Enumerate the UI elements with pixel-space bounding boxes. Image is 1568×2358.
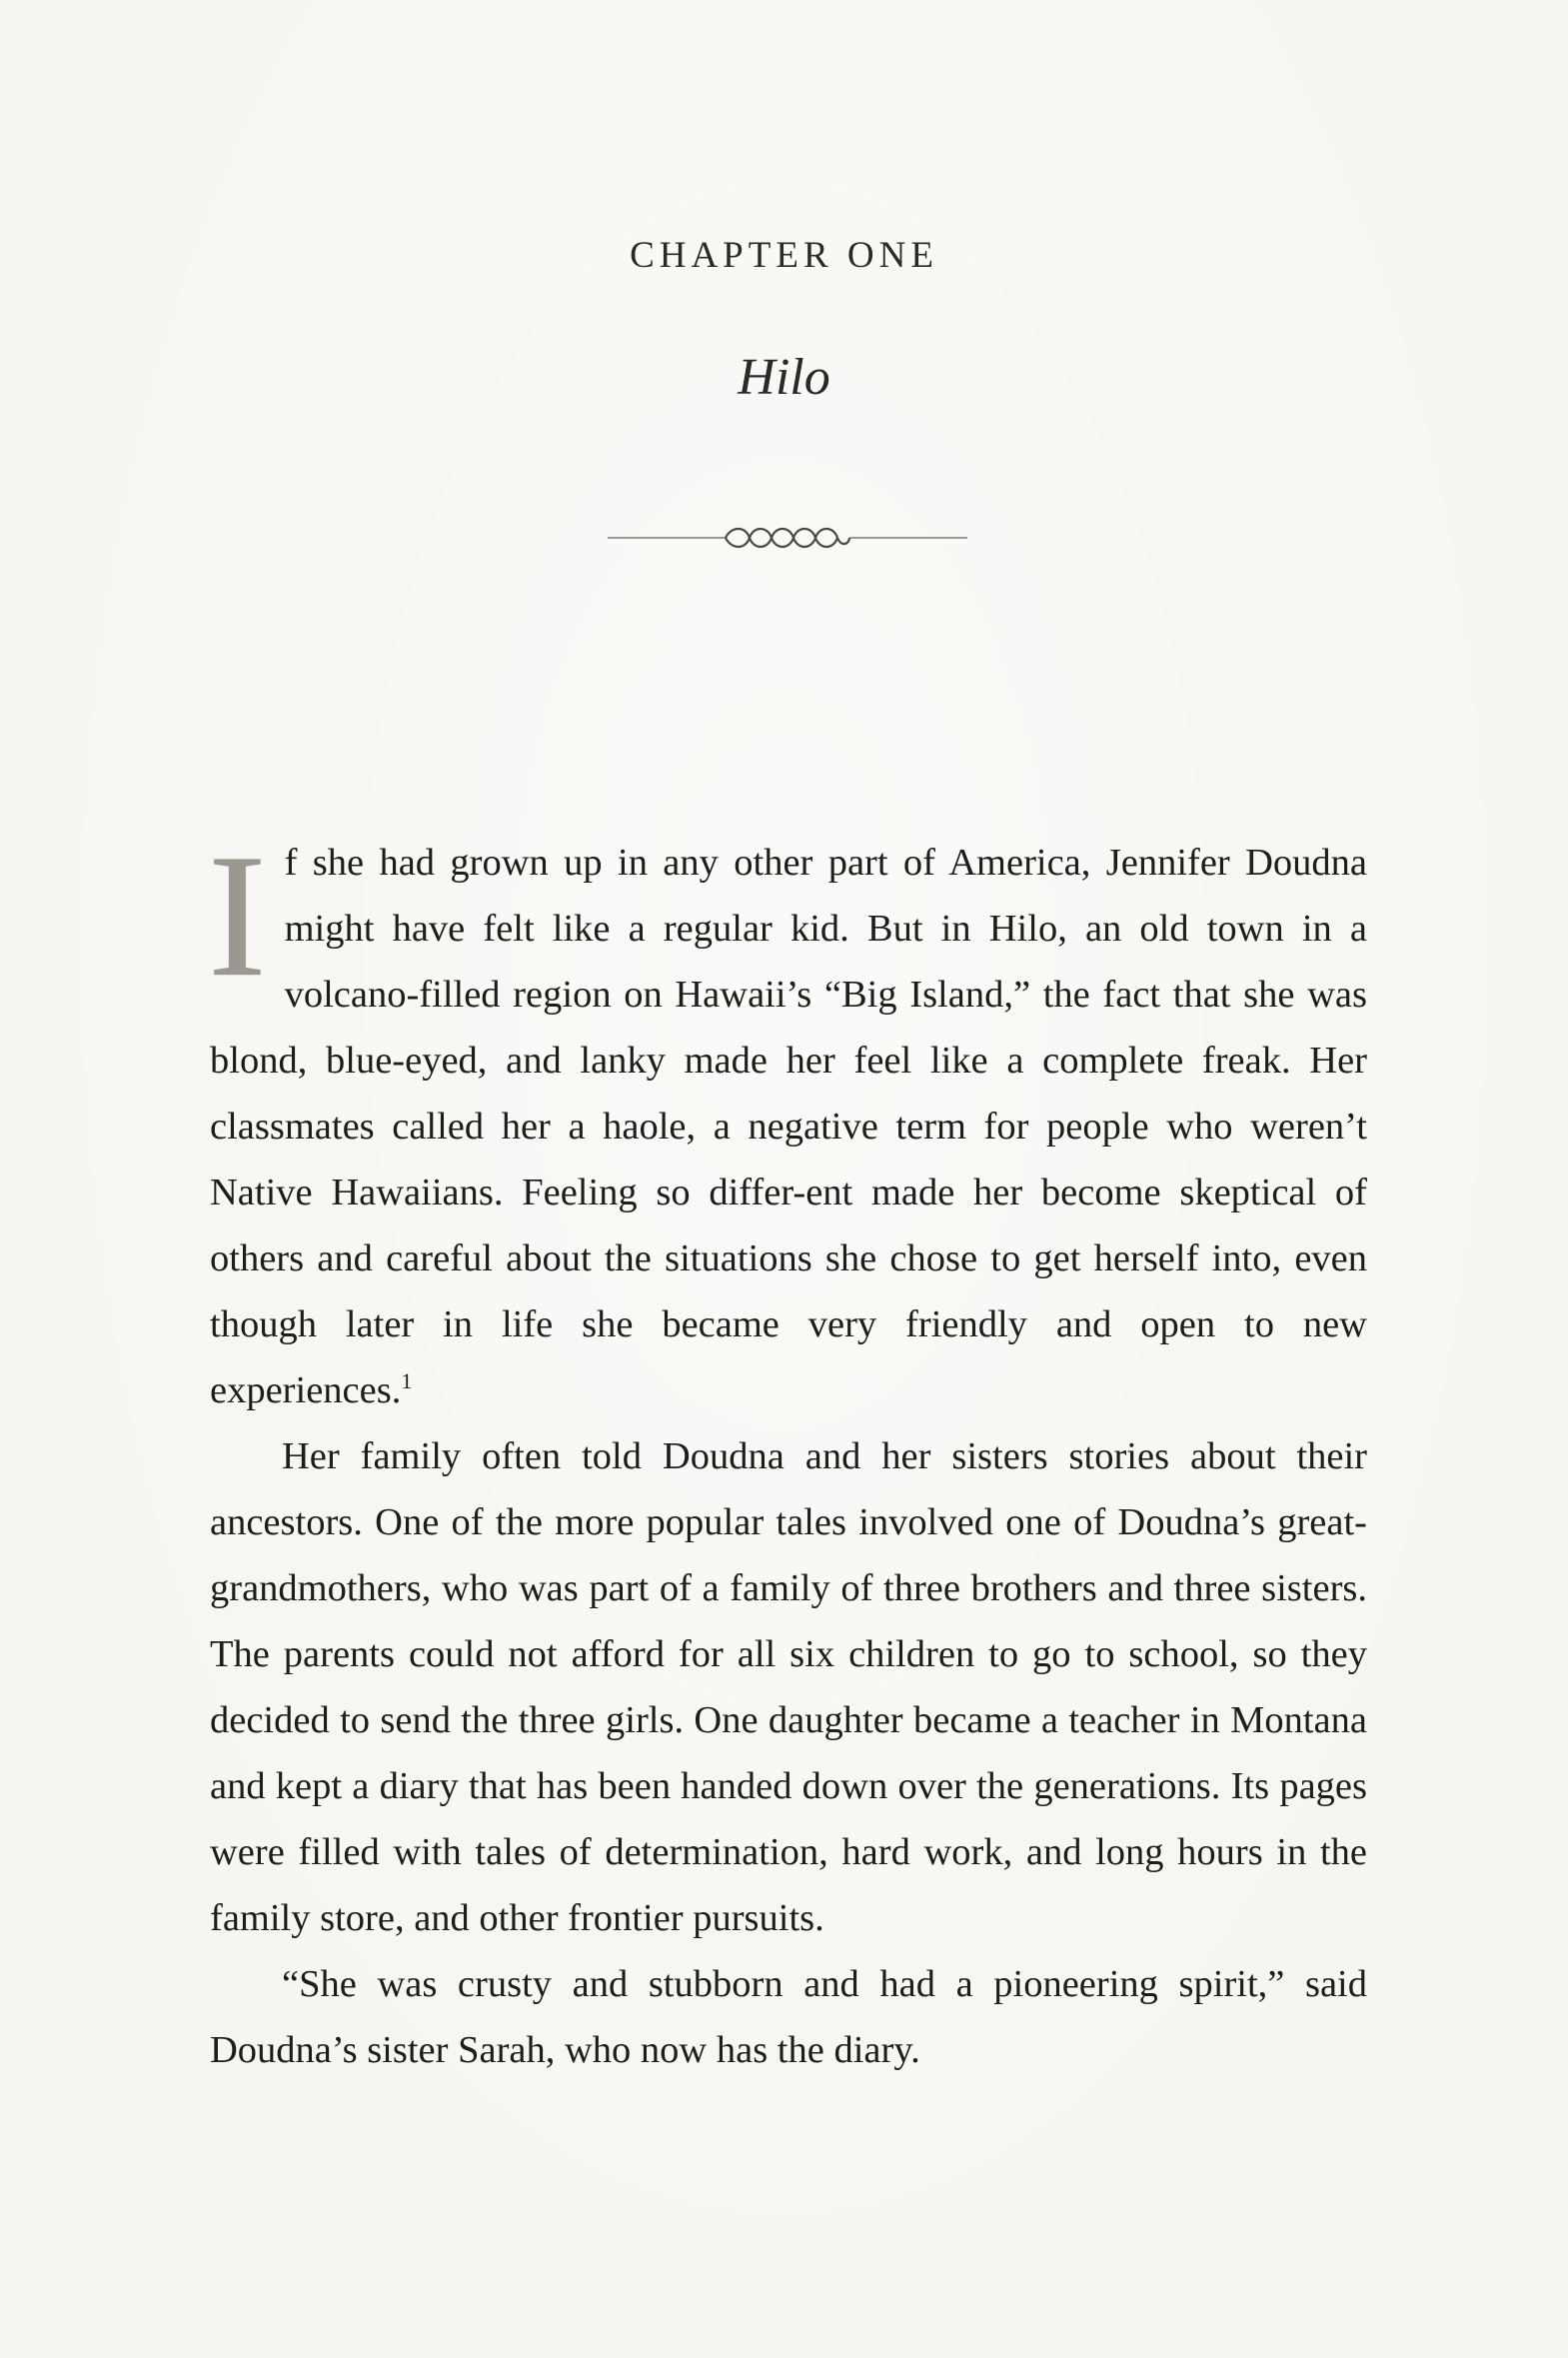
drop-cap: I <box>208 819 267 1014</box>
paragraph-1 <box>208 819 1367 1423</box>
scroll-flourish-icon <box>608 518 967 558</box>
footnote-marker[interactable]: 1 <box>401 1368 413 1394</box>
paragraph-1-text: f she had grown up in any other part of America, Jennifer Doudna might have felt like a regular kid. But in Hilo, an old town in a volcano-filled region on Hawaii’s “Big Island,” the fact that she was blond, blue-eyed, and lanky made her feel like a complete freak. Her classmates called her a haole, a negative term for people who weren’t Native Hawaiians. Feeling so differ-ent made her become skeptical of others and careful about the situations she chose to get herself into, even though later in life she became very friendly and open to new experiences. <box>210 842 1367 1411</box>
chapter-title: Hilo <box>738 349 830 406</box>
paragraph-2: Her family often told Doudna and her sisters stories about their ancestors. One of the more popular tales involved one of Doudna’s great-grandmothers, who was part of a family of three brothers and three sisters. The parents could not afford for all six children to go to school, so they decided to send the three girls. One daughter became a teacher in Montana and kept a diary that has been handed down over the generations. Its pages were filled with tales of determination, hard work, and long hours in the family store, and other frontier pursuits. <box>210 1435 1367 1939</box>
chapter-label: CHAPTER ONE <box>630 235 938 276</box>
chapter-body <box>208 819 1367 2083</box>
paragraph-3: “She was crusty and stubborn and had a pioneering spirit,” said Doudna’s sister Sarah, who now has the diary. <box>210 1963 1367 2071</box>
